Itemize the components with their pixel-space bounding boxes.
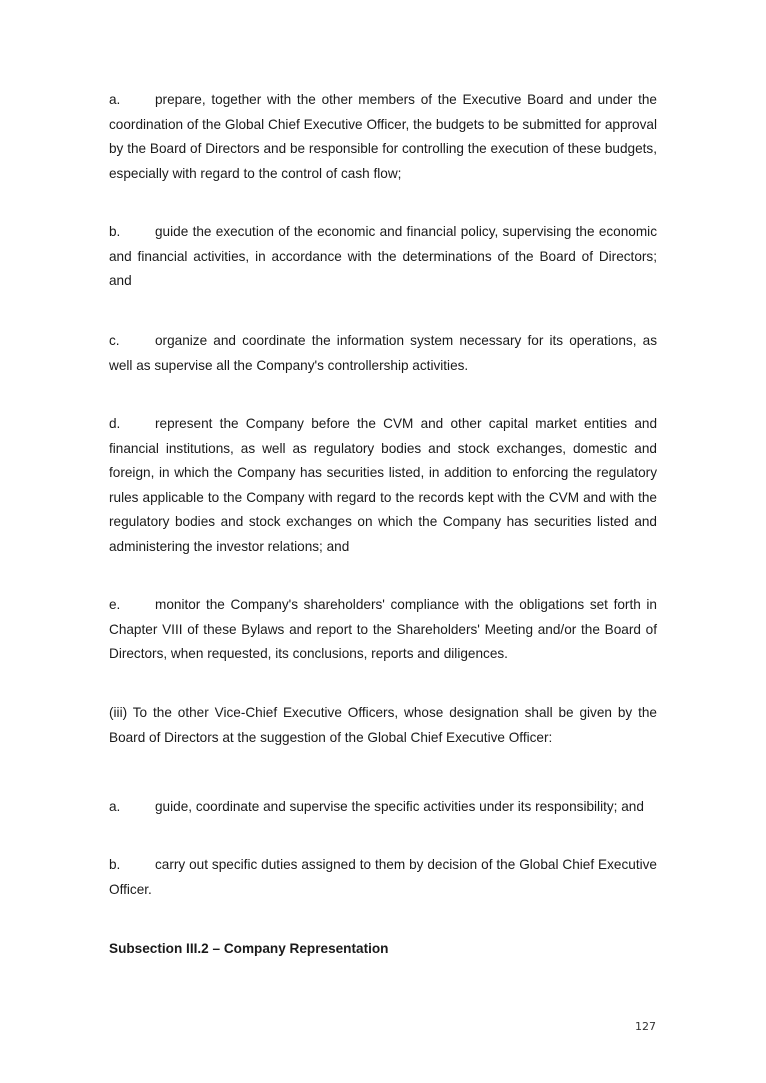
sub-clause-a-paragraph — [109, 795, 657, 820]
clause-d-paragraph — [109, 412, 657, 559]
section-iii-paragraph: (iii) To the other Vice-Chief Executive Officers, whose designation shall be given by the Board of Directors at the suggestion of the Global Chief Executive Officer: — [109, 705, 657, 745]
sub-clause-b-text: carry out specific duties assigned to them by decision of the Global Chief Executive Officer. — [109, 857, 657, 897]
sub-clause-b-paragraph — [109, 853, 657, 902]
clause-a-text: prepare, together with the other members of the Executive Board and under the coordination of the Global Chief Executive Officer, the budgets to be submitted for approval by the Board of Directors and be responsible for controlling the execution of these budgets, especially with regard to the control of cash flow; — [109, 92, 657, 181]
clause-a-marker: a. — [109, 92, 121, 107]
page-number: 127 — [635, 1020, 656, 1033]
clause-b-paragraph — [109, 220, 657, 294]
clause-d-marker: d. — [109, 416, 121, 431]
sub-clause-a-text: guide, coordinate and supervise the specific activities under its responsibility; and — [155, 799, 644, 814]
sub-clause-a-marker: a. — [109, 799, 121, 814]
clause-b-text: guide the execution of the economic and financial policy, supervising the economic and financial activities, in accordance with the determinations of the Board of Directors; and — [109, 224, 657, 288]
subsection-heading: Subsection III.2 – Company Representation — [109, 941, 389, 956]
sub-clause-b-marker: b. — [109, 857, 121, 872]
clause-c-text: organize and coordinate the information system necessary for its operations, as well as supervise all the Company's controllership activities. — [109, 333, 657, 373]
clause-d-text: represent the Company before the CVM and other capital market entities and financial institutions, as well as regulatory bodies and stock exchanges, domestic and foreign, in which the Company has securities listed, in addition to enforcing the regulatory rules applicable to the Company with regard to the records kept with the CVM and with the regulatory bodies and stock exchanges on which the Company has securities listed and administering the investor relations; and — [109, 416, 657, 554]
clause-e-marker: e. — [109, 597, 121, 612]
clause-c-marker: c. — [109, 333, 120, 348]
clause-e-paragraph — [109, 593, 657, 667]
clause-b-marker: b. — [109, 224, 121, 239]
clause-a-paragraph — [109, 88, 657, 186]
clause-c-paragraph — [109, 329, 657, 378]
clause-e-text: monitor the Company's shareholders' compliance with the obligations set forth in Chapter VIII of these Bylaws and report to the Shareholders' Meeting and/or the Board of Directors, when requested, its conclusions, reports and diligences. — [109, 597, 657, 661]
